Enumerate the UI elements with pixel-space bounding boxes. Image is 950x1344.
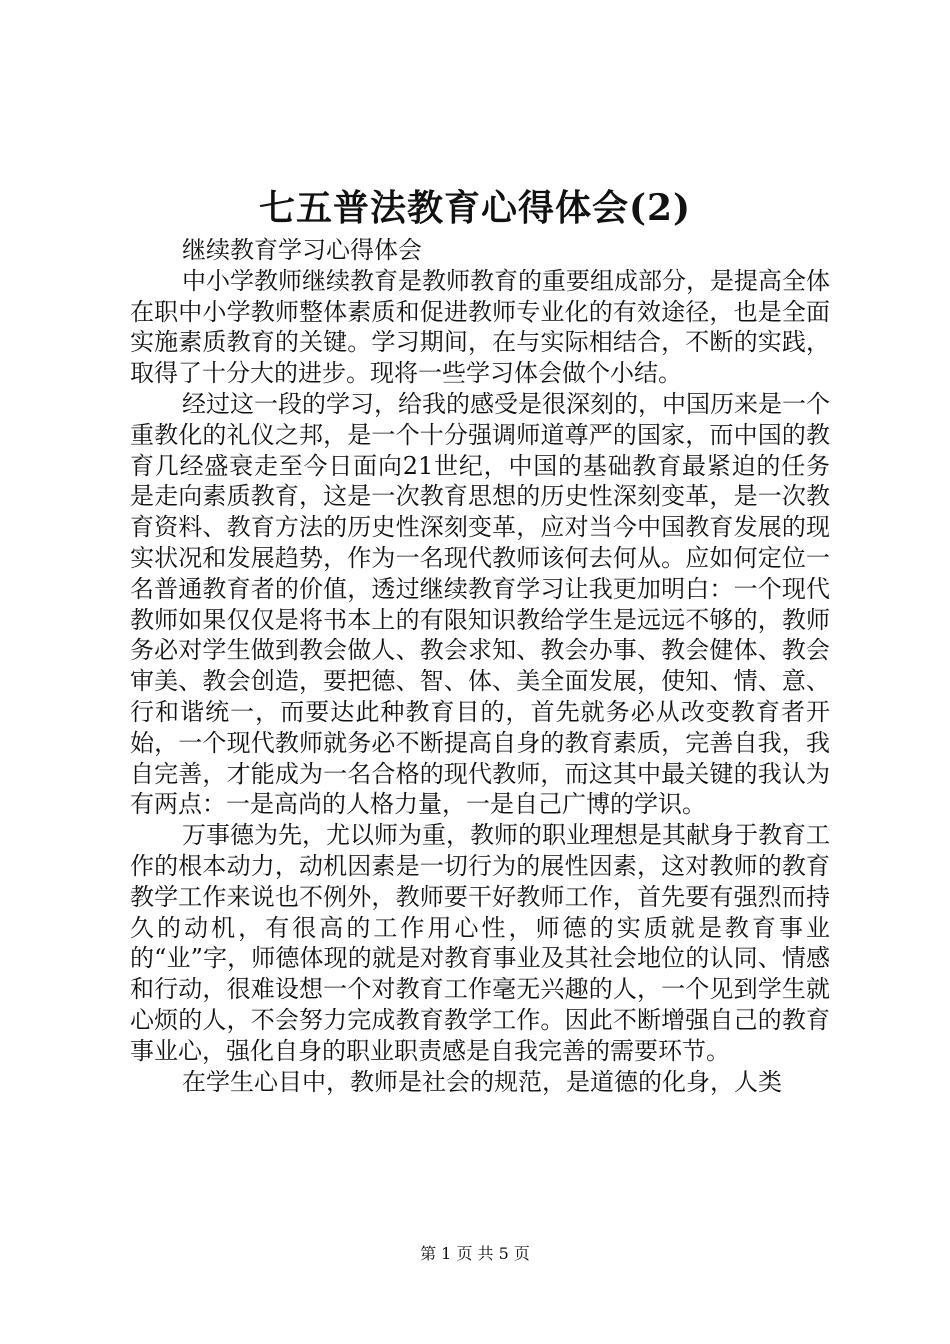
page-number-footer: 第 1 页 共 5 页 [420,1244,530,1263]
document-body [130,235,830,1097]
paragraph: 经过这一段的学习，给我的感受是很深刻的，中国历来是一个重教化的礼仪之邦，是一个十分强调师道尊严的国家，而中国的教育几经盛衰走至今日面向21世纪，中国的基础教育最紧迫的任务是走向素质教育，这是一次教育思想的历史性深刻变革，是一次教育资料、教育方法的历史性深刻变革，应对当今中国教育发展的现实状况和发展趋势，作为一名现代教师该何去何从。应如何定位一名普通教育者的价值，透过继续教育学习让我更加明白：一个现代教师如果仅仅是将书本上的有限知识教给学生是远远不够的，教师务必对学生做到教会做人、教会求知、教会办事、教会健体、教会审美、教会创造，要把德、智、体、美全面发展，使知、情、意、行和谐统一，而要达此种教育目的，首先就务必从改变教育者开始，一个现代教师就务必不断提高自身的教育素质，完善自我，我自完善，才能成为一名合格的现代教师，而这其中最关键的我认为有两点：一是高尚的人格力量，一是自己广博的学识。 [130,389,830,819]
document-subtitle: 继续教育学习心得体会 [182,236,422,264]
paragraph: 万事德为先，尤以师为重，教师的职业理想是其献身于教育工作的根本动力，动机因素是一切行为的展性因素，这对教师的教育教学工作来说也不例外，教师要干好教师工作，首先要有强烈而持久的动机，有很高的工作用心性，师德的实质就是教育事业的“业”字，师德体现的就是对教育事业及其社会地位的认同、情感和行动，很难设想一个对教育工作毫无兴趣的人，一个见到学生就心烦的人，不会努力完成教育教学工作。因此不断增强自己的教育事业心，强化自身的职业职责感是自我完善的需要环节。 [130,821,830,1065]
paragraph: 中小学教师继续教育是教师教育的重要组成部分，是提高全体在职中小学教师整体素质和促进教师专业化的有效途径，也是全面实施素质教育的关键。学习期间，在与实际相结合，不断的实践，取得了十分大的进步。现将一些学习体会做个小结。 [130,266,830,388]
document-title: 七五普法教育心得体会(2) [258,187,692,229]
paragraph: 在学生心目中，教师是社会的规范，是道德的化身，人类 [182,1067,782,1096]
